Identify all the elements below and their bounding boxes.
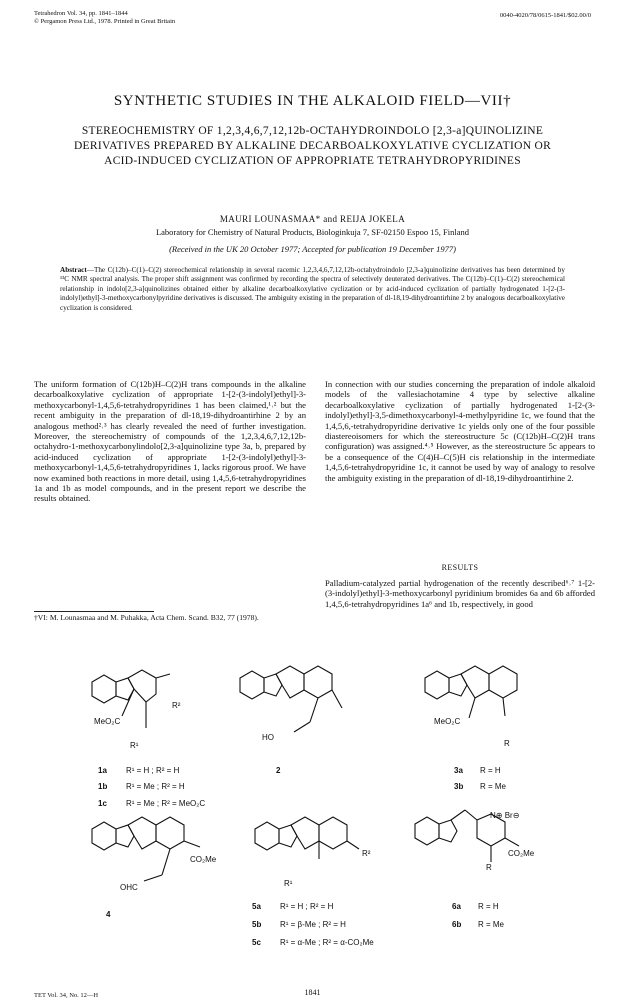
authors: MAURI LOUNASMAA* and REIJA JOKELA	[219, 214, 406, 224]
journal-header	[34, 10, 175, 26]
compound-5c-sub: R¹ = α-Me ; R² = α-CO₂Me	[280, 938, 374, 947]
label-meo2c-3: MeO₂C	[434, 717, 461, 726]
compound-1b-sub: R¹ = Me ; R² = H	[126, 782, 185, 791]
paper-title: SYNTHETIC STUDIES IN THE ALKALOID FIELD—VII†	[113, 93, 512, 109]
label-br-6: N⊕ Br⊖	[490, 811, 520, 820]
compound-1a-sub: R¹ = H ; R² = H	[126, 766, 180, 775]
label-r1-5: R¹	[284, 879, 293, 888]
compound-1a: 1a	[98, 766, 107, 775]
compound-1c: 1c	[98, 799, 107, 808]
label-r-6: R	[486, 863, 492, 872]
publisher-line: © Pergamon Press Ltd., 1978. Printed in Great Britain	[34, 18, 176, 25]
page-number: 1841	[304, 988, 321, 997]
compound-6a: 6a	[452, 902, 461, 911]
results-heading: RESULTS	[441, 563, 479, 572]
compound-6b-sub: R = Me	[478, 920, 505, 929]
compound-4: 4	[106, 910, 111, 919]
compound-6a-sub: R = H	[478, 902, 499, 911]
article-code: 0040-4020/78/0615-1841/$02.00/0	[499, 12, 591, 19]
results-text: Palladium-catalyzed partial hydrogenation of the recently described⁶˒⁷ 1-[2-(3-indolyl)ethyl]-3-methoxycarbonyl pyridinium bromides 6a and 6b afforded 1,4,5,6-tetrahydropyridines 1a⁶ and 1b, respectively, in good	[325, 578, 595, 609]
abstract-label: Abstract	[60, 266, 87, 274]
compound-3a: 3a	[454, 766, 463, 775]
structure-3	[425, 666, 517, 718]
abstract	[60, 266, 565, 313]
label-ho-2: HO	[262, 733, 274, 742]
body-left-column: The uniform formation of C(12b)H–C(2)H trans compounds in the alkaline decarboalkoxylative cyclization of appropriate 1-[2-(3-indolyl)ethyl]-3-methoxycarbonyl-1,4,5,6-tetrahydropyridines 1 has been claimed,¹˒² but the recent ambiguity in the preparation of dl-18,19-dihydroantirhine 2 by an analogous method²˒³ has clearly revealed the need of further investigation. Moreover, the stereochemistry of compounds of the 1,2,3,4,6,7,12,12b-octahydro-1-methoxycarbonylindolo[2,3-a]quinolizine type 3a, b, prepared by acid-induced cyclization of appropriate 1-[2-(3-indolyl)ethyl]-3-methoxycarbonyl-1,4,5,6-tetrahydropyridines 1, lacks rigorous proof. We have now examined both reactions in more detail, using 1,4,5,6-tetrahydropyridines 1a and 1b as model compounds, and in the present report we describe the results obtained.	[34, 379, 306, 504]
label-co2me-4: CO₂Me	[190, 855, 217, 864]
footnote: †VI: M. Lounasmaa and M. Puhakka, Acta Chem. Scand. B32, 77 (1978).	[34, 613, 259, 622]
compound-5c: 5c	[252, 938, 261, 947]
journal-citation: Tetrahedron Vol. 34, pp. 1841–1844	[34, 10, 128, 17]
compound-1b: 1b	[98, 782, 108, 791]
compound-3a-sub: R = H	[480, 766, 501, 775]
body-right-column: In connection with our studies concerning the preparation of indole alkaloid models of the vallesiachotamine 4 type by selective alkaline decarboalkoxylative cyclization of partially hydrogenated 1-[2-(3-indolyl)ethyl]-3,5-dimethoxycarbonyl-4-methylpyridine 1c, we found that the 1,4,5,6,-tetrahydropyridine derivative 1c yields only one of the four possible diastereoisomers for which the stereostructure 5c (C(12b)H–C(2)H trans configuration) was assigned.⁴˒⁵ However, as the stereostructure 5c appears to be a consequence of the C(4)H–C(5)H cis relationship in the intermediate 1,4,5,6-tetrahydropyridine 1c, it cannot be used by way of analogy to resolve the ambiguity existing in the preparation of dl-18,19-dihydroantirhine 2.	[325, 379, 595, 483]
paper-subtitle: STEREOCHEMISTRY OF 1,2,3,4,6,7,12,12b-OCTAHYDROINDOLO [2,3-a]QUINOLIZINE DERIVATIVES PREPARED BY ALKALINE DECARBOALKOXYLATIVE CYCLIZATION OR ACID-INDUCED CYCLIZATION OF APPROPRIATE TETRAHYDROPYRIDINES	[73, 125, 552, 167]
structure-4	[92, 817, 200, 881]
chemical-structures-figure	[0, 650, 625, 980]
received-dates: (Received in the UK 20 October 1977; Accepted for publication 19 December 1977)	[169, 244, 456, 254]
label-r-3: R	[504, 739, 510, 748]
affiliation: Laboratory for Chemistry of Natural Products, Biologinkuja 7, SF-02150 Espoo 15, Finland	[155, 227, 470, 237]
label-ohc-4: OHC	[120, 883, 138, 892]
compound-3b-sub: R = Me	[480, 782, 507, 791]
compound-5b: 5b	[252, 920, 262, 929]
footnote-rule	[34, 611, 154, 612]
label-r1-1: R¹	[130, 741, 139, 750]
compound-5a: 5a	[252, 902, 261, 911]
compound-6b: 6b	[452, 920, 462, 929]
abstract-text: —The C(12b)–C(1)–C(2) stereochemical relationship in several racemic 1,2,3,4,6,7,12,12b-octahydroindolo [2,3-a]quinolizine derivatives has been determined by ¹³C NMR spectral analysis. The proper shift assignment was confirmed by recording the spectra of selectively deuterated derivatives. The C(12b)–C(1)–C(2) stereochemical relationship in indolo[2,3-a]quinolizines obtained either by alkaline decarboalkoxylative cyclization or by acid-induced cyclization of partially hydrogenated 1-[2-(3-indolyl)ethyl]-3-methoxycarbonylpyridine derivatives is discussed. The ambiguity existing in the preparation of dl-18,19-dihydroantirhine 2 by analogous decarboalkoxylative cyclization is considered.	[60, 266, 565, 312]
compound-5b-sub: R¹ = β-Me ; R² = H	[280, 920, 346, 929]
compound-3b: 3b	[454, 782, 464, 791]
label-r2-5: R²	[362, 849, 371, 858]
structure-2	[240, 666, 342, 732]
label-meo2c-1: MeO₂C	[94, 717, 121, 726]
compound-5a-sub: R¹ = H ; R² = H	[280, 902, 334, 911]
label-co2me-6: CO₂Me	[508, 849, 535, 858]
label-r2-1: R²	[172, 701, 181, 710]
structure-5	[255, 817, 359, 859]
compound-1c-sub: R¹ = Me ; R² = MeO₂C	[126, 799, 206, 808]
compound-2: 2	[276, 766, 281, 775]
footer-issue: TET Vol. 34, No. 12—H	[34, 992, 99, 999]
